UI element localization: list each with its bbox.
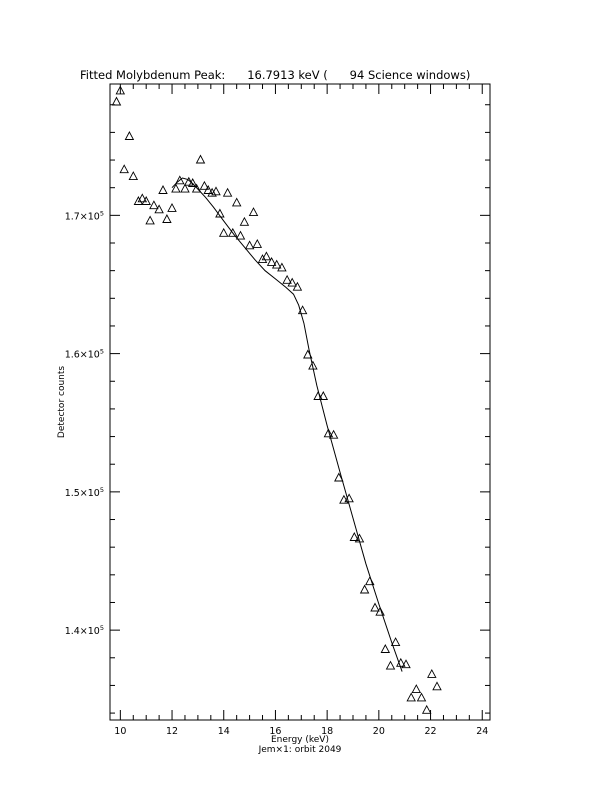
data-point (418, 693, 426, 701)
x-tick-label: 24 (476, 726, 489, 737)
data-point (220, 229, 228, 237)
data-point (224, 189, 232, 197)
axis-ticks (110, 84, 490, 720)
data-point (250, 208, 258, 216)
x-axis-label: Energy (keV) (271, 735, 329, 745)
x-tick-label: 14 (217, 726, 230, 737)
data-point (159, 186, 167, 194)
data-point (197, 156, 205, 164)
data-point (168, 204, 176, 212)
data-point (361, 586, 369, 594)
data-point (246, 241, 254, 249)
data-point (407, 693, 415, 701)
data-point (240, 218, 248, 226)
data-point (371, 604, 379, 612)
x-tick-label: 22 (424, 726, 437, 737)
y-tick-label: $1.7\times 10^5$ (64, 209, 104, 223)
data-point (120, 165, 128, 173)
data-point (262, 252, 270, 259)
data-point (113, 98, 121, 106)
data-point (172, 185, 180, 193)
x-tick-label: 20 (372, 726, 385, 737)
data-point (423, 706, 431, 714)
plot-frame (110, 84, 490, 720)
x-tick-label: 12 (165, 726, 179, 737)
data-point (129, 172, 137, 180)
y-axis-label: Detector counts (57, 365, 67, 439)
y-tick-label: $1.6\times 10^5$ (64, 347, 104, 361)
data-point (138, 194, 146, 202)
fit-curve (172, 178, 402, 672)
data-point (253, 240, 261, 248)
data-point (387, 662, 395, 670)
data-point (163, 215, 171, 223)
data-point (428, 670, 436, 678)
data-point (237, 232, 245, 240)
y-tick-labels (65, 209, 104, 637)
data-point (412, 685, 420, 693)
data-point (150, 201, 158, 209)
x-tick-label: 16 (269, 726, 282, 737)
data-point (381, 645, 389, 653)
x-tick-label: 10 (114, 726, 127, 737)
footer-label: Jem×1: orbit 2049 (258, 745, 342, 755)
data-point (181, 185, 189, 193)
data-point (125, 132, 133, 140)
y-tick-label: $1.5\times 10^5$ (64, 485, 104, 499)
data-markers (113, 86, 442, 713)
x-tick-label: 18 (321, 726, 334, 737)
chart-title: Fitted Molybdenum Peak: 16.7913 keV ( 94 Science windows) (80, 68, 471, 82)
y-tick-label: $1.4\times 10^5$ (64, 624, 104, 638)
data-point (433, 682, 441, 690)
data-point (233, 198, 241, 206)
data-point (146, 216, 154, 224)
